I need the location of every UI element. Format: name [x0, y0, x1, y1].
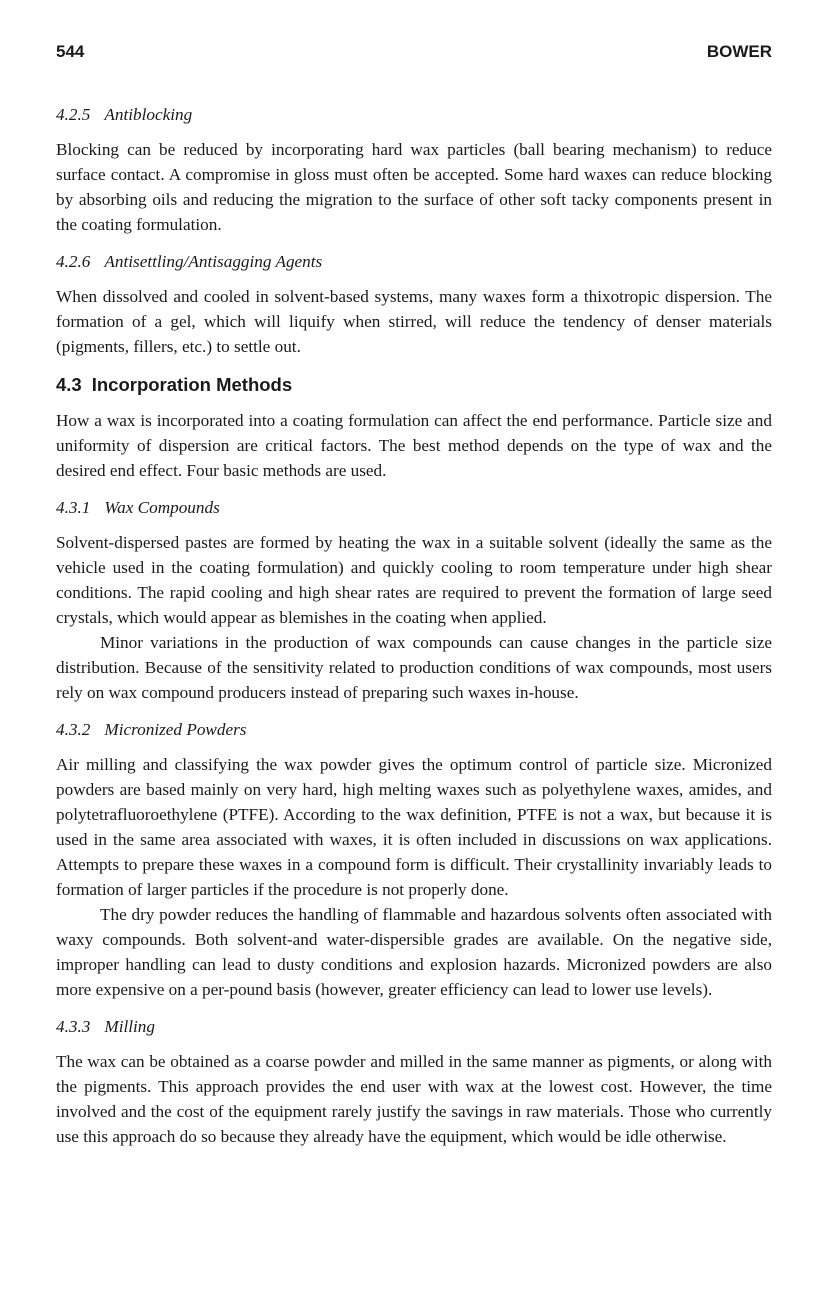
paragraph-wax-compounds-2: Minor variations in the production of wax compounds can cause changes in the particle size distribution. Because of the sensitivity related to production conditions of wax compounds, most users rely on wax compound producers instead of preparing such waxes in-house.: [56, 633, 772, 702]
paragraph-micronized-powders-2: The dry powder reduces the handling of flammable and hazardous solvents often associated with waxy compounds. Both solvent-and water-dispersible grades are available. On the negative side, improper handling can lead to dusty conditions and explosion hazards. Micronized powders are also more expensive on a per-pound basis (however, greater efficiency can lead to lower use levels).: [56, 905, 772, 999]
paragraph-incorporation-methods: How a wax is incorporated into a coating formulation can affect the end performance. Particle size and uniformity of dispersion are critical factors. The best method depends on the type of wax and the desired end effect. Four basic methods are used.: [56, 411, 772, 480]
subsection-heading-4-3-1: [56, 495, 772, 520]
subsection-heading-4-2-5: [56, 102, 772, 127]
subsection-number: 4.3.3: [56, 1017, 91, 1036]
subsection-number: 4.3.2: [56, 720, 91, 739]
section-heading-4-3: [56, 373, 772, 397]
subsection-heading-4-3-2: [56, 717, 772, 742]
subsection-title: Milling: [104, 1017, 155, 1036]
paragraph-wax-compounds-1: Solvent-dispersed pastes are formed by heating the wax in a suitable solvent (ideally the same as the vehicle used in the coating formulation) and quickly cooling to room temperature under high shear conditions. The rapid cooling and high shear rates are required to prevent the formation of large seed crystals, which would appear as blemishes in the coating when applied.: [56, 533, 772, 627]
running-header: [56, 42, 772, 66]
subsection-title: Micronized Powders: [104, 720, 247, 739]
subsection-heading-4-3-3: [56, 1014, 772, 1039]
subsection-number: 4.3.1: [56, 498, 91, 517]
subsection-number: 4.2.5: [56, 105, 91, 124]
paragraph-antiblocking: Blocking can be reduced by incorporating hard wax particles (ball bearing mechanism) to reduce surface contact. A compromise in gloss must often be accepted. Some hard waxes can reduce blocking by absorbing oils and reducing the migration to the surface of other soft tacky components present in the coating formulation.: [56, 140, 772, 234]
paragraph-milling: The wax can be obtained as a coarse powder and milled in the same manner as pigments, or along with the pigments. This approach provides the end user with wax at the lowest cost. However, the time involved and the cost of the equipment rarely justify the savings in raw materials. Those who currently use this approach do so because they already have the equipment, which would be idle otherwise.: [56, 1052, 772, 1146]
subsection-heading-4-2-6: [56, 249, 772, 274]
subsection-title: Wax Compounds: [104, 498, 220, 517]
subsection-title: Antiblocking: [104, 105, 193, 124]
page-body: [56, 102, 772, 1161]
subsection-number: 4.2.6: [56, 252, 91, 271]
section-number: 4.3: [56, 374, 82, 395]
running-head-author: BOWER: [706, 42, 772, 61]
section-title: Incorporation Methods: [91, 374, 293, 395]
page-number: 544: [56, 42, 85, 61]
paragraph-antisettling: When dissolved and cooled in solvent-based systems, many waxes form a thixotropic dispersion. The formation of a gel, which will liquify when stirred, will reduce the tendency of denser materials (pigments, fillers, etc.) to settle out.: [56, 287, 772, 356]
subsection-title: Antisettling/Antisagging Agents: [104, 252, 323, 271]
paragraph-micronized-powders-1: Air milling and classifying the wax powder gives the optimum control of particle size. Micronized powders are based mainly on very hard, high melting waxes such as polyethylene waxes, amides, and polytetrafluoroethylene (PTFE). According to the wax definition, PTFE is not a wax, but because it is used in the same area associated with waxes, it is often included in discussions on wax applications. Attempts to prepare these waxes in a compound form is difficult. Their crystallinity invariably leads to formation of larger particles if the procedure is not properly done.: [56, 755, 772, 899]
